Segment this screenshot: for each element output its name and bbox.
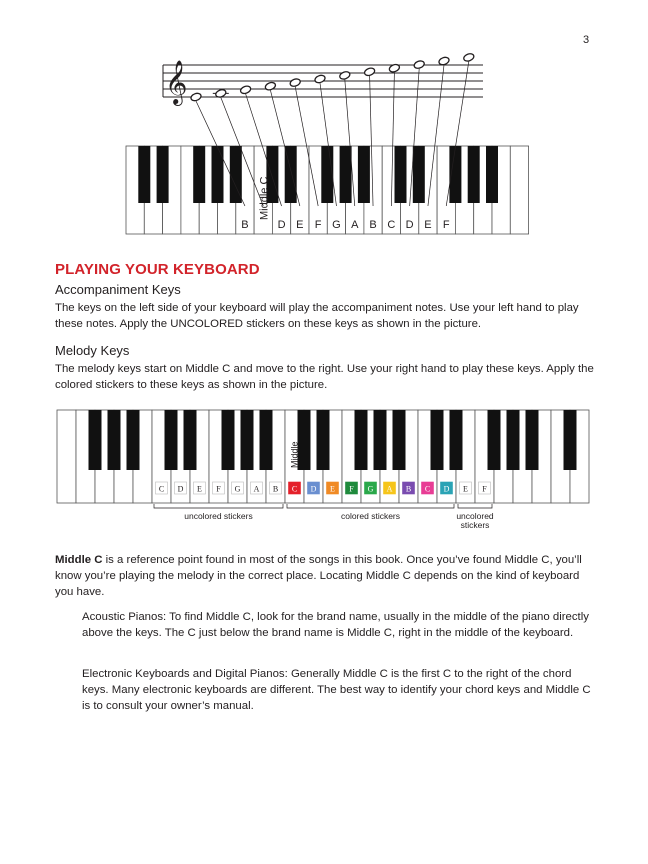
black-key: [355, 410, 368, 470]
black-key: [127, 410, 140, 470]
black-key: [431, 410, 444, 470]
accompaniment-text: The keys on the left side of your keyboard will play the accompaniment notes. Use your left hand to play these notes. Apply the UNCOLORED stickers on these keys as shown in the picture.: [55, 302, 579, 330]
colored-sticker-label: C: [291, 484, 298, 494]
melody-heading: Melody Keys: [55, 343, 130, 358]
uncolored-sticker-label: F: [482, 484, 487, 494]
key-label: F: [314, 219, 322, 231]
key-label: G: [332, 219, 341, 231]
middle-c-text: is a reference point found in most of the songs in this book. Once you’ve found Middle C, you’ll know you’re playing the melody in the correct place. Locating Middle C depends on the kind of keyboard you have.: [55, 554, 582, 598]
bracket-label: colored stickers: [340, 511, 401, 521]
middle-c-paragraph: [55, 552, 595, 600]
colored-sticker-label: F: [349, 484, 354, 494]
melody-text: The melody keys start on Middle C and move to the right. Use your right hand to play these keys. Apply the colored stickers to these keys as shown in the picture.: [55, 363, 594, 391]
black-key: [89, 410, 102, 470]
colored-sticker-label: D: [443, 484, 450, 494]
section-title: PLAYING YOUR KEYBOARD: [55, 261, 260, 278]
bracket-label: stickers: [460, 520, 490, 530]
treble-clef-icon: 𝄞: [165, 60, 188, 104]
acoustic-paragraph: Acoustic Pianos: To find Middle C, look for the brand name, usually in the middle of the piano directly above the keys. The C just below the brand name is Middle C, right in the middle of the keyboard.: [82, 611, 589, 639]
black-key: [108, 410, 121, 470]
colored-sticker-label: A: [386, 484, 393, 494]
black-key: [374, 410, 387, 470]
black-key: [488, 410, 501, 470]
uncolored-sticker-label: A: [253, 484, 260, 494]
page-number: 3: [583, 34, 590, 46]
colored-bracket: [287, 504, 454, 508]
key-label: B: [369, 219, 377, 231]
black-key: [564, 410, 577, 470]
electronic-paragraph: Electronic Keyboards and Digital Pianos: Generally Middle C is the first C to the right of the chord keys. Many electronic keyboards are different. The best way to identify your chord keys and Middle C is to consult your owner’s manual.: [82, 668, 591, 712]
middle-c-label: Middle C: [258, 176, 271, 220]
colored-sticker-label: C: [424, 484, 431, 494]
black-key: [317, 410, 330, 470]
black-key: [241, 410, 254, 470]
key-label: E: [296, 219, 304, 231]
black-key: [222, 410, 235, 470]
middle-label: Middle: [289, 441, 300, 468]
black-key: [260, 410, 273, 470]
key-label: F: [442, 219, 450, 231]
uncolored-sticker-label: F: [216, 484, 221, 494]
colored-sticker-label: B: [405, 484, 412, 494]
black-key: [507, 410, 520, 470]
key-label: B: [241, 219, 249, 231]
key-label: D: [277, 219, 286, 231]
black-key: [393, 410, 406, 470]
black-key: [184, 410, 197, 470]
uncolored-bracket: [154, 504, 283, 508]
key-label: C: [387, 219, 396, 231]
uncolored-sticker-label: B: [272, 484, 279, 494]
colored-sticker-label: D: [310, 484, 317, 494]
uncolored-sticker-label: C: [158, 484, 165, 494]
uncolored-sticker-label: E: [463, 484, 468, 494]
uncolored-sticker-label: D: [177, 484, 184, 494]
white-key: [57, 410, 76, 503]
colored-sticker-label: G: [367, 484, 374, 494]
uncolored-sticker-label: G: [234, 484, 241, 494]
key-label: D: [405, 219, 414, 231]
bracket-label: uncolored stickers: [184, 511, 253, 521]
accompaniment-heading: Accompaniment Keys: [55, 282, 181, 297]
key-label: E: [424, 219, 432, 231]
black-key: [165, 410, 178, 470]
black-key: [526, 410, 539, 470]
colored-sticker-label: E: [330, 484, 335, 494]
uncolored-sticker-label: E: [197, 484, 202, 494]
key-label: A: [351, 219, 359, 231]
bracket-label: uncolored: [456, 511, 494, 521]
black-key: [450, 410, 463, 470]
middle-c-lead: Middle C: [55, 554, 103, 566]
right-uncolored-bracket: [458, 504, 492, 508]
